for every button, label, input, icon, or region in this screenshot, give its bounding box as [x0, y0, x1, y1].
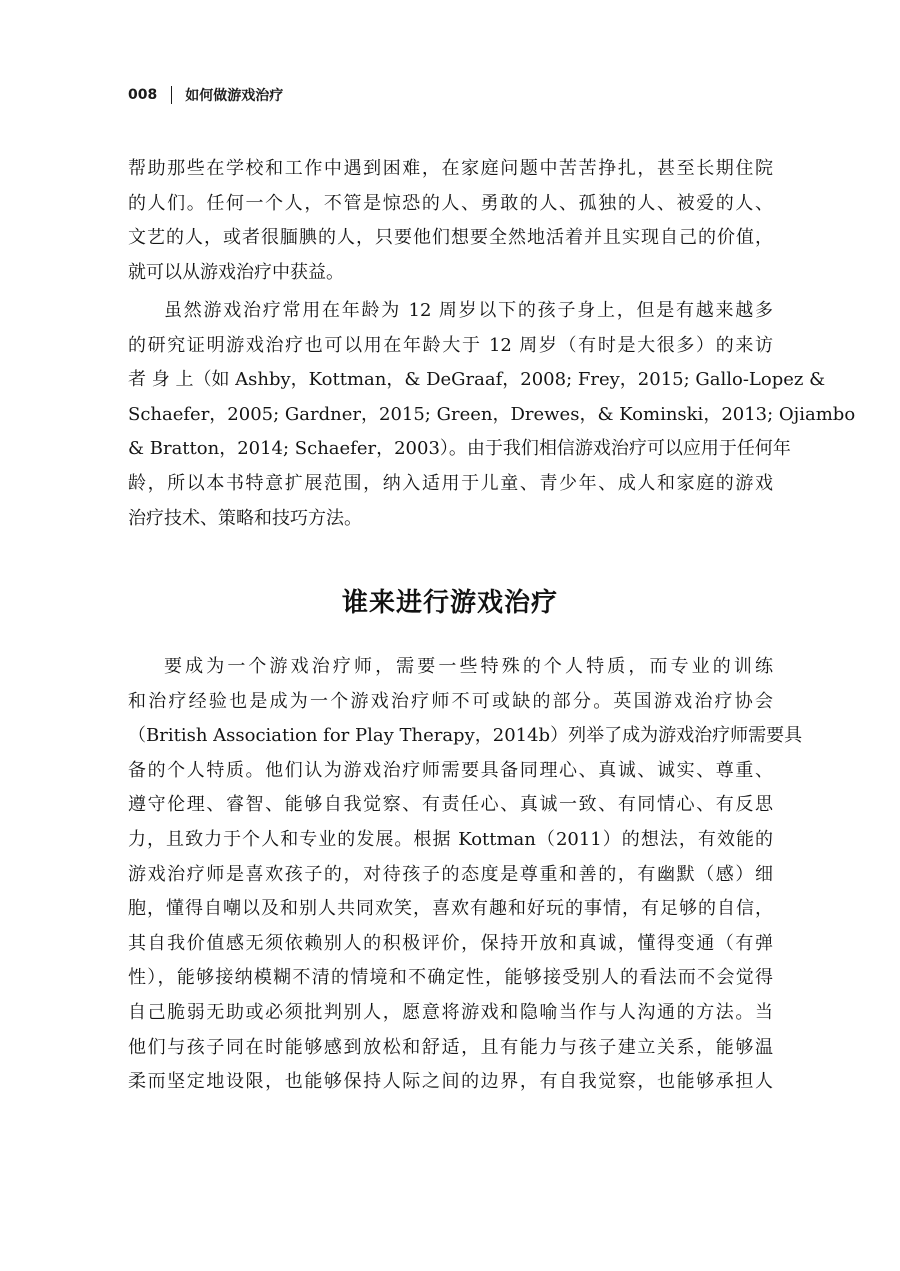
text-line: 他们与孩子同在时能够感到放松和舒适，且有能力与孩子建立关系，能够温 — [128, 1036, 773, 1058]
section-heading: 谁来进行游戏治疗 — [341, 588, 558, 618]
text-line: 游戏治疗师是喜欢孩子的，对待孩子的态度是尊重和善的，有幽默（感）细 — [128, 863, 773, 885]
text-line: 的研究证明游戏治疗也可以用在年龄大于 12 周岁（有时是大很多）的来访 — [128, 334, 773, 356]
text-line: 其自我价值感无须依赖别人的积极评价，保持开放和真诚，懂得变通（有弹 — [128, 932, 773, 954]
text-line: 的人们。任何一个人，不管是惊恐的人、勇敢的人、孤独的人、被爱的人、 — [128, 192, 773, 214]
text-line: & Bratton，2014; Schaefer，2003）。由于我们相信游戏治疗可以应用于任何年 — [128, 438, 791, 460]
text-line: 龄，所以本书特意扩展范围，纳入适用于儿童、青少年、成人和家庭的游戏 — [128, 472, 773, 494]
running-header — [128, 84, 283, 106]
text-line: 胞，懂得自嘲以及和别人共同欢笑，喜欢有趣和好玩的事情，有足够的自信， — [128, 898, 773, 920]
text-line: 柔而坚定地设限，也能够保持人际之间的边界，有自我觉察，也能够承担人 — [128, 1071, 773, 1093]
page-number: 008 — [128, 87, 158, 103]
text-line: 治疗技术、策略和技巧方法。 — [128, 507, 362, 529]
paragraph-3 — [128, 650, 803, 1100]
text-line: Schaefer，2005; Gardner，2015; Green，Drewes，& Kominski，2013; Ojiambo — [128, 403, 856, 425]
text-line: 者 身 上（如 Ashby，Kottman，& DeGraaf，2008; Frey，2015; Gallo-Lopez & — [128, 369, 826, 391]
text-line: 帮助那些在学校和工作中遇到困难，在家庭问题中苦苦挣扎，甚至长期住院 — [128, 158, 773, 179]
text-line: 备的个人特质。他们认为游戏治疗师需要具备同理心、真诚、诚实、尊重、 — [128, 759, 773, 781]
text-line: 性），能够接纳模糊不清的情境和不确定性，能够接受别人的看法而不会觉得 — [128, 967, 773, 989]
text-line: 遵守伦理、睿智、能够自我觉察、有责任心、真诚一致、有同情心、有反思 — [128, 794, 773, 816]
text-line: 和治疗经验也是成为一个游戏治疗师不可或缺的部分。英国游戏治疗协会 — [128, 690, 773, 712]
paragraph-2 — [128, 294, 856, 536]
header-divider — [171, 86, 172, 104]
text-line: 就可以从游戏治疗中获益。 — [128, 261, 344, 283]
text-line: （British Association for Play Therapy，2014b）列举了成为游戏治疗师需要具 — [128, 725, 803, 747]
book-title: 如何做游戏治疗 — [185, 88, 284, 104]
text-line: 虽然游戏治疗常用在年龄为 12 周岁以下的孩子身上，但是有越来越多 — [164, 300, 773, 321]
text-line: 自己脆弱无助或必须批判别人，愿意将游戏和隐喻当作与人沟通的方法。当 — [128, 1001, 773, 1023]
paragraph-1 — [128, 152, 773, 290]
text-line: 要成为一个游戏治疗师，需要一些特殊的个人特质，而专业的训练 — [164, 656, 773, 677]
text-line: 文艺的人，或者很腼腆的人，只要他们想要全然地活着并且实现自己的价值， — [128, 227, 773, 249]
text-line: 力，且致力于个人和专业的发展。根据 Kottman（2011）的想法，有效能的 — [128, 828, 773, 850]
